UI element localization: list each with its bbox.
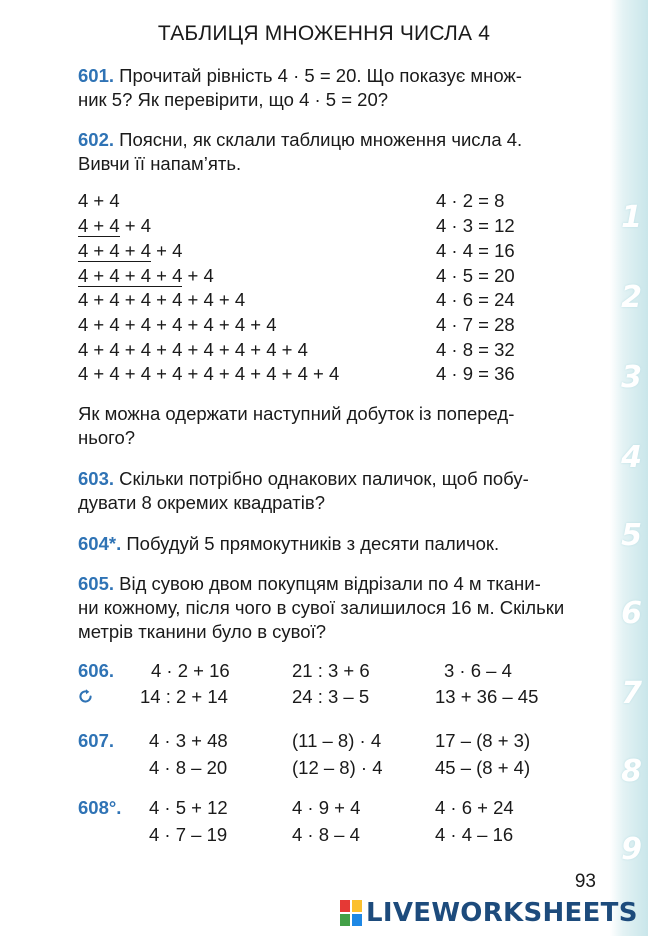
- expression: 13 + 36 – 45: [435, 686, 539, 707]
- exercise-603: [78, 467, 598, 515]
- expression: 4 · 8 – 4: [292, 824, 360, 845]
- sum-row: 4 + 4 + 4: [78, 215, 152, 236]
- exercise-number: 602.: [78, 129, 115, 150]
- expression: 4 · 2 + 16: [151, 660, 230, 681]
- liveworksheets-logo[interactable]: [340, 896, 638, 930]
- side-tab-6: 6: [621, 596, 642, 631]
- side-tab-8: 8: [621, 754, 642, 789]
- sum-row: 4 + 4 + 4 + 4 + 4 + 4 + 4: [78, 314, 277, 335]
- page-number: 93: [574, 871, 596, 892]
- product-row: 4 · 5 = 20: [436, 265, 515, 286]
- expression: 4 · 9 + 4: [292, 797, 361, 818]
- product-row: 4 · 6 = 24: [436, 289, 515, 310]
- exercise-text: ни кожному, після чого в сувої залишилося 16 м. Скільки: [78, 597, 565, 618]
- product-row: 4 · 9 = 36: [436, 363, 515, 384]
- expression: 24 : 3 – 5: [292, 686, 370, 707]
- exercise-text: Побудуй 5 прямокутників з десяти паличок.: [126, 533, 500, 554]
- exercise-601: [78, 64, 598, 112]
- side-tab-9: 9: [621, 832, 642, 867]
- expression: 4 · 7 – 19: [149, 824, 228, 845]
- exercise-text: метрів тканини було в сувої?: [78, 621, 327, 642]
- expression: 45 – (8 + 4): [435, 757, 531, 778]
- liveworksheets-logo-icon: [340, 900, 362, 926]
- sum-row: 4 + 4 + 4 + 4: [78, 240, 183, 261]
- sum-row: 4 + 4 + 4 + 4 + 4 + 4: [78, 289, 246, 310]
- expression: 4 · 8 – 20: [149, 757, 228, 778]
- page-title: ТАБЛИЦЯ МНОЖЕННЯ ЧИСЛА 4: [157, 22, 491, 45]
- expression: 4 · 4 – 16: [435, 824, 514, 845]
- side-tab-5: 5: [621, 518, 642, 553]
- exercise-text: Вивчи її напам’ять.: [78, 153, 242, 174]
- sum-row: 4 + 4: [78, 190, 120, 211]
- underlined-part: 4 + 4: [78, 215, 120, 236]
- exercise-text: Від сувою двом покупцям відрізали по 4 м ткани-: [119, 573, 541, 594]
- expression: 14 : 2 + 14: [140, 686, 228, 707]
- expression: 17 – (8 + 3): [435, 730, 531, 751]
- exercise-number: 601.: [78, 65, 115, 86]
- expression: (11 – 8) · 4: [292, 730, 382, 751]
- exercise-602-question: Як можна одержати наступний добуток із поперед- нього?: [78, 403, 515, 448]
- expression: 4 · 5 + 12: [149, 797, 228, 818]
- exercise-607-number: 607.: [78, 730, 115, 751]
- product-row: 4 · 8 = 32: [436, 339, 515, 360]
- side-tab-7: 7: [621, 676, 642, 711]
- sum-row: 4 + 4 + 4 + 4 + 4 + 4 + 4 + 4: [78, 339, 308, 360]
- exercise-605: [78, 572, 598, 644]
- exercise-text: Скільки потрібно однакових паличок, щоб побу-: [119, 468, 529, 489]
- exercise-number: 605.: [78, 573, 115, 594]
- exercise-text: Поясни, як склали таблицю множення числа 4.: [119, 129, 523, 150]
- sum-row: 4 + 4 + 4 + 4 + 4 + 4 + 4 + 4 + 4: [78, 363, 340, 384]
- product-row: 4 · 3 = 12: [436, 215, 515, 236]
- exercise-text: Прочитай рівність 4 · 5 = 20. Що показує множ-: [119, 65, 522, 86]
- side-tab-2: 2: [621, 280, 642, 315]
- exercise-number: 603.: [78, 468, 115, 489]
- expression: 3 · 6 – 4: [444, 660, 512, 681]
- underlined-part: 4 + 4 + 4: [78, 240, 152, 261]
- side-tab-3: 3: [621, 360, 642, 395]
- exercise-602: [78, 128, 598, 176]
- underlined-part: 4 + 4 + 4 + 4: [78, 265, 183, 286]
- exercise-608-number: 608°.: [78, 797, 122, 818]
- liveworksheets-logo-text: LIVEWORKSHEETS: [366, 898, 638, 928]
- side-tab-4: 4: [621, 440, 642, 475]
- cycle-icon: [77, 688, 94, 705]
- expression: 21 : 3 + 6: [292, 660, 370, 681]
- product-row: 4 · 2 = 8: [436, 190, 505, 211]
- exercise-606-number: 606.: [78, 660, 115, 681]
- product-row: 4 · 4 = 16: [436, 240, 515, 261]
- exercise-text: дувати 8 окремих квадратів?: [78, 492, 325, 513]
- expression: 4 · 6 + 24: [435, 797, 514, 818]
- exercise-number: 604*.: [78, 533, 122, 554]
- side-tab-strip: [610, 0, 648, 936]
- product-row: 4 · 7 = 28: [436, 314, 515, 335]
- exercise-text: ник 5? Як перевірити, що 4 · 5 = 20?: [78, 89, 389, 110]
- sum-row: 4 + 4 + 4 + 4 + 4: [78, 265, 214, 286]
- exercise-604: [78, 532, 598, 556]
- expression: 4 · 3 + 48: [149, 730, 228, 751]
- expression: (12 – 8) · 4: [292, 757, 383, 778]
- side-tab-1: 1: [621, 200, 642, 235]
